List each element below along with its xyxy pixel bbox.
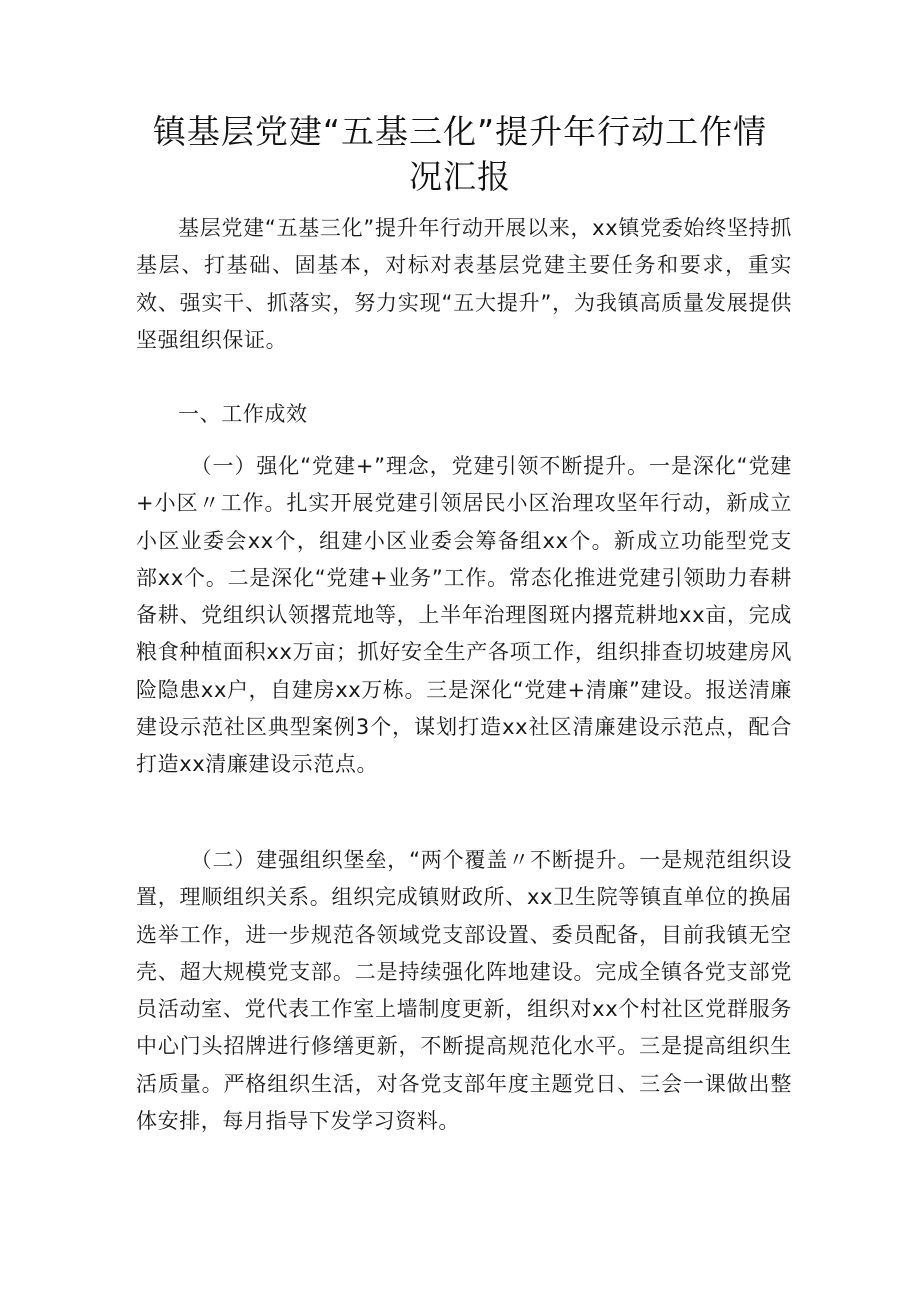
intro-paragraph: 基层党建“五基三化”提升年行动开展以来，xx镇党委始终坚持抓基层、打基础、固基本，对标对表基层党建主要任务和要求，重实效、强实干、抓落实，努力实现“五大提升”，为我镇高质量发展提供坚强组织保证。	[136, 216, 792, 352]
document-title-line-1: 镇基层党建“五基三化”提升年行动工作情	[152, 112, 768, 151]
section-1-item-2-paragraph: （二）建强组织堡垒，“两个覆盖〃不断提升。一是规范组织设置，理顺组织关系。组织完成镇财政所、xx卫生院等镇直单位的换届选举工作，进一步规范各领域党支部设置、委员配备，目前我镇无空壳、超大规模党支部。二是持续强化阵地建设。完成全镇各党支部党员活动室、党代表工作室上墙制度更新，组织对xx个村社区党群服务中心门头招牌进行修缮更新，不断提高规范化水平。三是提高组织生活质量。严格组织生活，对各党支部年度主题党日、三会一课做出整体安排，每月指导下发学习资料。	[136, 848, 792, 1134]
document-title-line-2: 况汇报	[409, 157, 511, 196]
section-1-item-1-paragraph: （一）强化“党建+”理念，党建引领不断提升。一是深化“党建+小区〃工作。扎实开展党建引领居民小区治理攻坚年行动，新成立小区业委会xx个，组建小区业委会筹备组xx个。新成立功能型党支部xx个。二是深化“党建+业务”工作。常态化推进党建引领助力春耕备耕、党组织认领撂荒地等，上半年治理图斑内撂荒耕地xx亩，完成粮食种植面积xx万亩；抓好安全生产各项工作，组织排查切坡建房风险隐患xx户，自建房xx万栋。三是深化“党建+清廉”建设。报送清廉建设示范社区典型案例3个，谋划打造xx社区清廉建设示范点，配合打造xx清廉建设示范点。	[136, 454, 792, 777]
section-1-heading: 一、工作成效	[178, 402, 308, 426]
